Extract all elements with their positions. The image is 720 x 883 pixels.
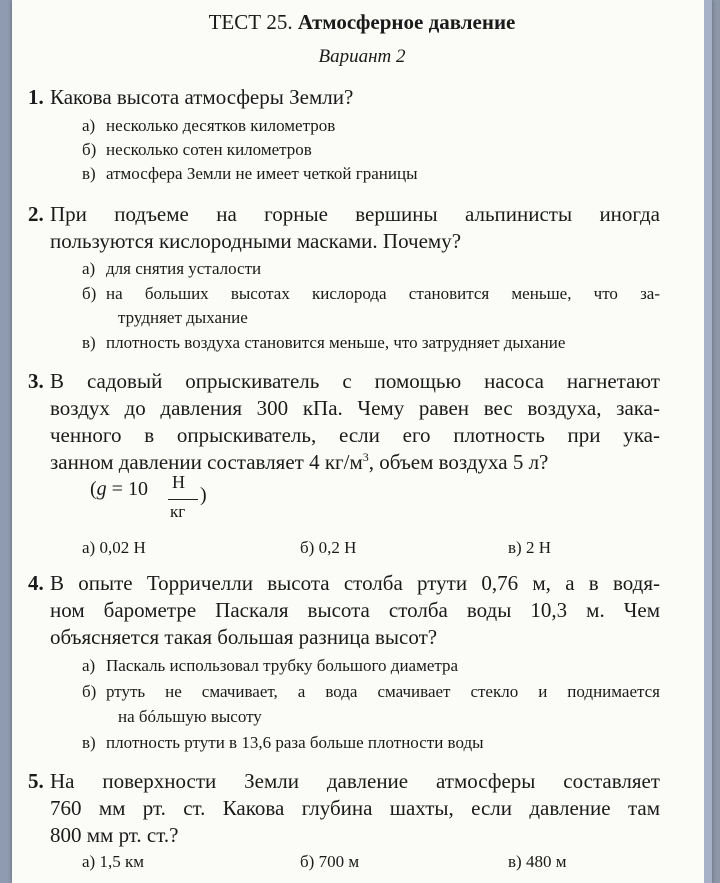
right-background-strip (704, 0, 712, 883)
question-3 (28, 368, 660, 476)
option-text: ртуть не смачивает, а вода смачивает стекло и поднимается (106, 682, 660, 701)
option-letter: а) (82, 852, 96, 871)
variant-label: Вариант 2 (318, 46, 406, 67)
option-3a (82, 538, 146, 558)
question-1 (28, 84, 660, 111)
question-text-line: 760 мм рт. ст. Какова глубина шахты, если давление там (50, 796, 660, 820)
question-text: Какова высота атмосферы Земли? (50, 85, 354, 109)
question-number: 4. (28, 571, 44, 595)
option-1a (82, 114, 660, 138)
question-number: 1. (28, 85, 44, 109)
equals-value: = 10 (106, 478, 148, 500)
option-letter: б) (300, 852, 315, 871)
question-5 (28, 768, 660, 849)
question-text-line: При подъеме на горные вершины альпинисты иногда (50, 202, 660, 226)
option-3b (300, 538, 356, 558)
question-text-line: ченного в опрыскиватель, если его плотность при ука- (50, 423, 660, 447)
option-text: 2 Н (525, 538, 551, 557)
option-1c (82, 162, 660, 186)
question-2 (28, 201, 660, 255)
option-letter: б) (300, 538, 315, 557)
option-4a (82, 654, 660, 678)
fraction-line (168, 499, 198, 500)
option-text: атмосфера Земли не имеет четкой границы (106, 164, 418, 183)
superscript: 3 (362, 450, 369, 464)
title-plain: ТЕСТ 25. (208, 10, 293, 34)
option-text: плотность ртути в 13,6 раза больше плотности воды (106, 733, 484, 752)
question-text-line: ном барометре Паскаля высота столба воды 10,3 м. Чем (50, 598, 660, 622)
fraction-numerator: Н (172, 472, 185, 492)
question-number: 3. (28, 369, 44, 393)
option-4b (82, 680, 660, 704)
option-text: 480 м (525, 852, 567, 871)
question-text-line: На поверхности Земли давление атмосферы составляет (50, 769, 660, 793)
question-text-line (50, 449, 660, 476)
paren-open: ( (90, 478, 97, 500)
option-text: несколько сотен километров (106, 140, 312, 159)
option-2c (82, 331, 660, 355)
option-2b (82, 282, 660, 306)
option-letter: в) (508, 538, 522, 557)
question-number: 2. (28, 202, 44, 226)
test-page (12, 0, 712, 883)
option-letter: а) (82, 656, 96, 675)
option-text: Паскаль использовал трубку большого диаметра (106, 656, 459, 675)
option-letter: в) (508, 852, 522, 871)
option-letter: б) (82, 682, 97, 701)
question-text-line: пользуются кислородными масками. Почему? (50, 229, 462, 253)
option-text: 0,02 Н (99, 538, 146, 557)
option-5a (82, 852, 144, 872)
left-background-strip (0, 0, 12, 883)
option-text: несколько десятков километров (106, 116, 336, 135)
option-2a (82, 257, 660, 281)
option-2b-continuation: трудняет дыхание (118, 308, 248, 327)
page-title (12, 10, 712, 35)
option-3c (508, 538, 551, 558)
option-letter: в) (82, 333, 96, 352)
option-1b (82, 138, 660, 162)
text-part: , объем воздуха 5 л? (368, 450, 549, 474)
option-letter: б) (82, 140, 97, 159)
question-text-line: В садовый опрыскиватель с помощью насоса нагнетают (50, 369, 660, 393)
paren-close: ) (200, 484, 207, 506)
option-letter: в) (82, 733, 96, 752)
option-letter: в) (82, 164, 96, 183)
option-4c (82, 731, 660, 755)
option-text: 0,2 Н (318, 538, 357, 557)
option-4b-continuation: на бóльшую высоту (118, 707, 262, 726)
hint-formula (90, 472, 207, 521)
option-text: плотность воздуха становится меньше, что затрудняет дыхание (106, 333, 566, 352)
fraction-denominator: кг (170, 502, 186, 521)
question-4 (28, 570, 660, 651)
option-letter: а) (82, 538, 96, 557)
option-5c (508, 852, 566, 872)
option-letter: а) (82, 259, 96, 278)
question-text-line: воздух до давления 300 кПа. Чему равен вес воздуха, зака- (50, 396, 660, 420)
option-letter: б) (82, 284, 97, 303)
option-letter: а) (82, 116, 96, 135)
question-text-line: 800 мм рт. ст.? (50, 823, 179, 847)
option-text: для снятия усталости (106, 259, 262, 278)
option-text: 700 м (318, 852, 360, 871)
title-bold: Атмосферное давление (297, 10, 516, 34)
text-part: занном давлении составляет 4 кг/м (50, 450, 363, 474)
option-text: на больших высотах кислорода становится меньше, что за- (106, 284, 660, 303)
question-text-line: объясняется такая большая разница высот? (50, 625, 438, 649)
question-text-line: В опыте Торричелли высота столба ртути 0,76 м, а в водя- (50, 571, 660, 595)
question-number: 5. (28, 769, 44, 793)
option-text: 1,5 км (99, 852, 144, 871)
option-5b (300, 852, 359, 872)
variable-g: g (96, 478, 107, 500)
